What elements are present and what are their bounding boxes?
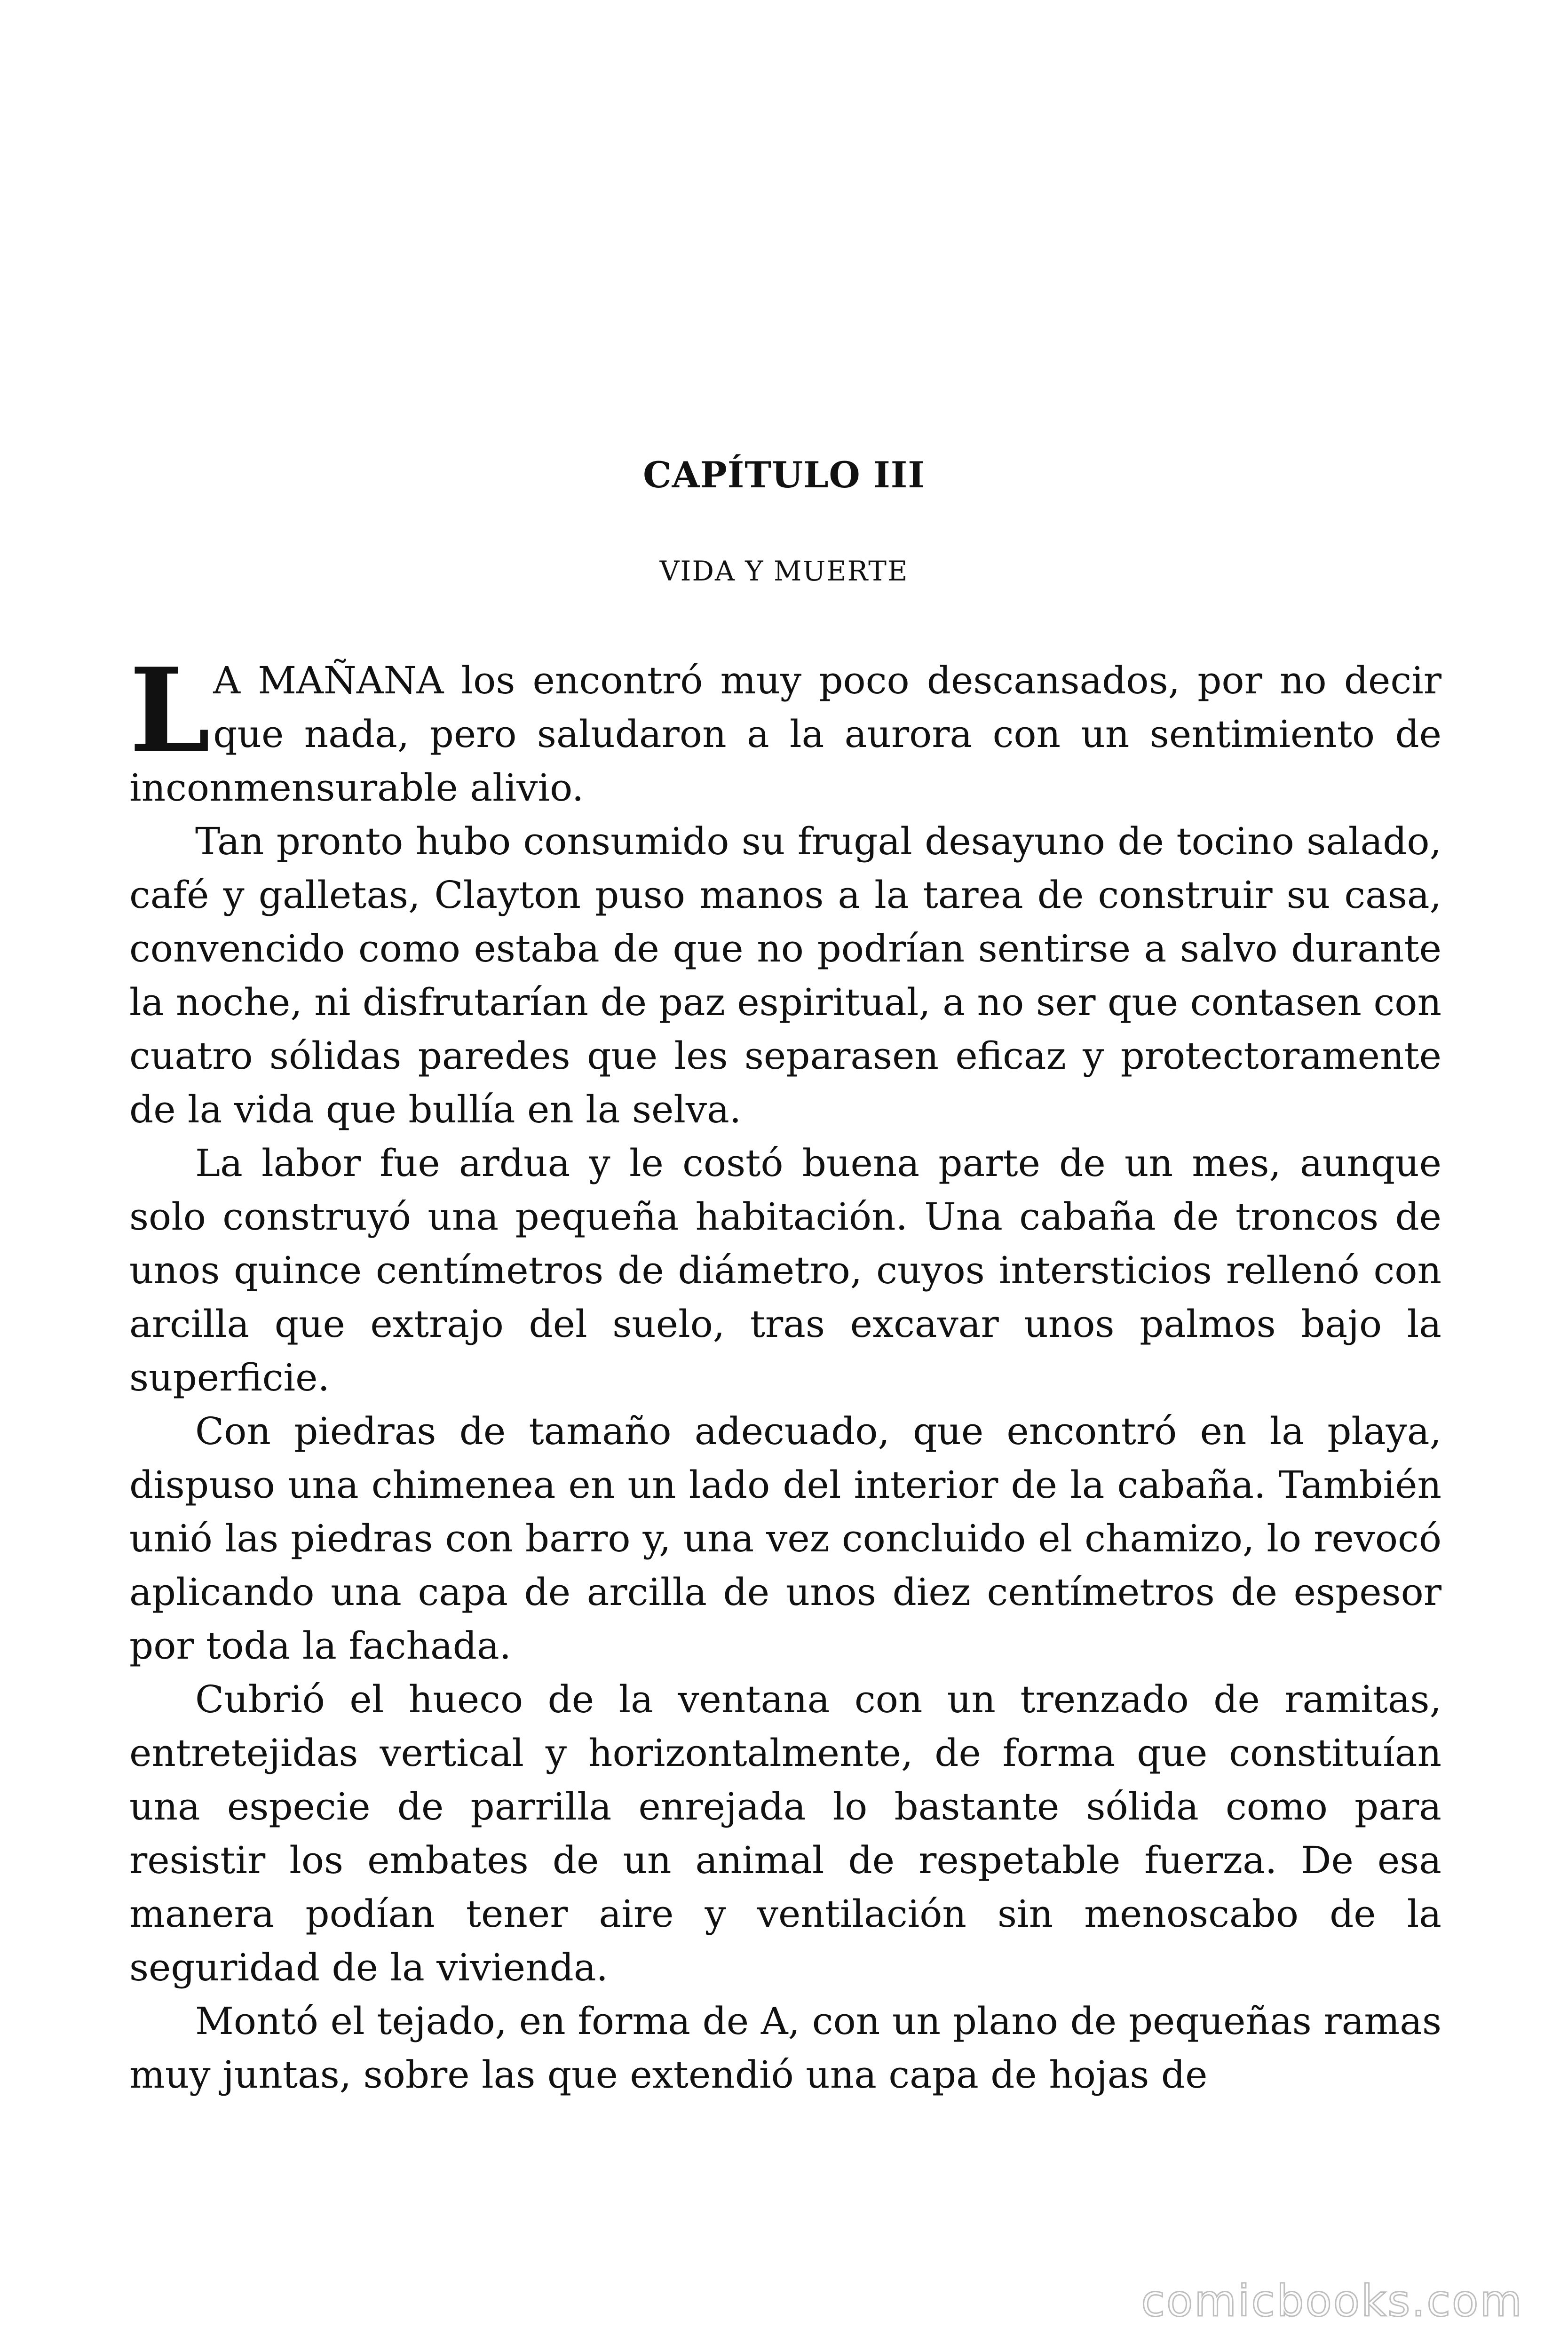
paragraph-text: A MAÑANA los encontró muy poco descansados, por no decir que nada, pero saludaron a la aurora con un sentimiento de inconmensurable alivio. — [129, 659, 1441, 810]
paragraph: La labor fue ardua y le costó buena parte de un mes, aunque solo construyó una pequeña habitación. Una cabaña de troncos de unos quince centímetros de diámetro, cuyos intersticios rellenó con arcilla que extrajo del suelo, tras excavar unos palmos bajo la superficie. — [129, 1141, 1441, 1399]
chapter-title: CAPÍTULO III — [643, 454, 925, 496]
watermark: comicbooks.com — [1141, 2276, 1523, 2326]
chapter-subtitle: VIDA Y MUERTE — [659, 555, 909, 587]
paragraph: Montó el tejado, en forma de A, con un plano de pequeñas ramas muy juntas, sobre las que extendió una capa de hojas de — [129, 1999, 1441, 2097]
body-text — [129, 643, 1441, 2102]
paragraph: Con piedras de tamaño adecuado, que encontró en la playa, dispuso una chimenea en un lado del interior de la cabaña. También unió las piedras con barro y, una vez concluido el chamizo, lo revocó aplicando una capa de arcilla de unos diez centímetros de espesor por toda la fachada. — [129, 1409, 1441, 1668]
drop-cap: L — [129, 643, 211, 778]
paragraph: Cubrió el hueco de la ventana con un trenzado de ramitas, entretejidas vertical y horizontalmente, de forma que constituían una especie de parrilla enrejada lo bastante sólida como para resistir los embates de un animal de respetable fuerza. De esa manera podían tener aire y ventilación sin menoscabo de la seguridad de la vivienda. — [129, 1677, 1441, 1989]
paragraph: Tan pronto hubo consumido su frugal desayuno de tocino salado, café y galletas, Clayton puso manos a la tarea de construir su casa, convencido como estaba de que no podrían sentirse a salvo durante la noche, ni disfrutarían de paz espiritual, a no ser que contasen con cuatro sólidas paredes que les separasen eficaz y protectoramente de la vida que bullía en la selva. — [129, 819, 1441, 1131]
paragraph — [129, 643, 1441, 815]
